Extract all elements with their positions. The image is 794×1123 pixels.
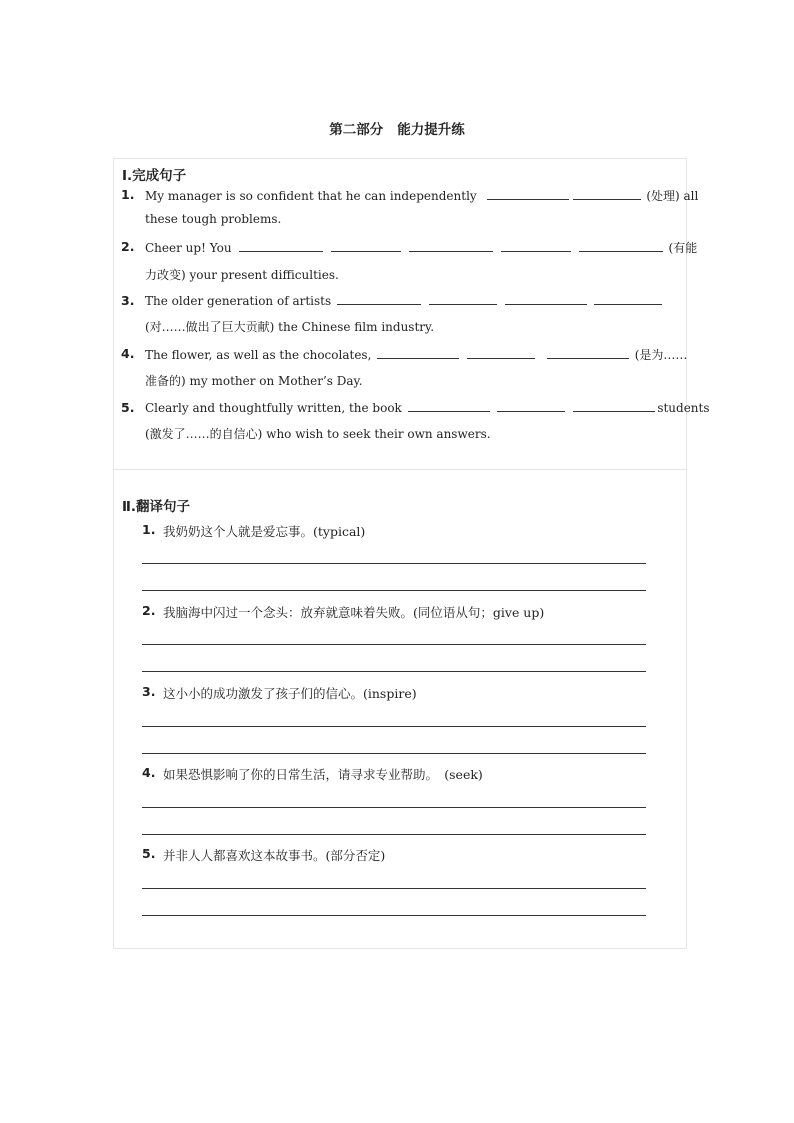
item-prompt: 我奶奶这个人就是爱忘事。(typical): [163, 524, 366, 539]
answer-blank[interactable]: [337, 293, 421, 305]
question-number: 3.: [121, 293, 135, 308]
item-prompt: 这小小的成功激发了孩子们的信心。(inspire): [163, 686, 417, 701]
item-prompt: 如果恐惧影响了你的日常生活，请寻求专业帮助。 (seek): [163, 767, 483, 782]
answer-blank[interactable]: [497, 400, 565, 412]
answer-blank[interactable]: [594, 293, 662, 305]
question-text-cont: (对……做出了巨大贡献) the Chinese film industry.: [145, 320, 435, 334]
item-number: 3.: [142, 684, 156, 699]
question-text: The older generation of artists: [145, 294, 332, 308]
item-prompt: 我脑海中闪过一个念头：放弃就意味着失败。(同位语从句；give up): [163, 605, 545, 620]
answer-line[interactable]: [142, 915, 646, 916]
answer-line[interactable]: [142, 753, 646, 754]
question-text: The flower, as well as the chocolates,: [145, 348, 372, 362]
part-name: 能力提升练: [397, 122, 465, 138]
answer-blank[interactable]: [377, 347, 459, 359]
answer-blank[interactable]: [501, 240, 571, 252]
section-heading: Ⅰ.完成句子: [122, 168, 187, 184]
question-number: 4.: [121, 346, 135, 361]
answer-line[interactable]: [142, 590, 646, 591]
question-text-cont: 准备的) my mother on Mother’s Day.: [145, 374, 363, 388]
section-complete-sentences: [113, 158, 710, 470]
answer-blank[interactable]: [409, 240, 493, 252]
answer-line[interactable]: [142, 807, 646, 808]
answer-line[interactable]: [142, 834, 646, 835]
question-hint: (有能: [668, 241, 698, 255]
answer-blank[interactable]: [547, 347, 629, 359]
section-heading: Ⅱ.翻译句子: [122, 499, 191, 515]
answer-blank[interactable]: [573, 400, 655, 412]
item-number: 1.: [142, 522, 156, 537]
question-text-cont: (激发了……的自信心) who wish to seek their own answers.: [145, 427, 491, 441]
answer-blank[interactable]: [505, 293, 587, 305]
page-title: [0, 118, 794, 138]
answer-blank[interactable]: [239, 240, 323, 252]
answer-blank[interactable]: [467, 347, 535, 359]
item-number: 2.: [142, 603, 156, 618]
answer-blank[interactable]: [429, 293, 497, 305]
item-number: 4.: [142, 765, 156, 780]
item-number: 5.: [142, 846, 156, 861]
item-prompt: 并非人人都喜欢这本故事书。(部分否定): [163, 848, 386, 863]
answer-line[interactable]: [142, 671, 646, 672]
question-text-cont: 力改变) your present difficulties.: [145, 268, 339, 282]
answer-blank[interactable]: [573, 188, 641, 200]
answer-line[interactable]: [142, 644, 646, 645]
answer-line[interactable]: [142, 888, 646, 889]
question-number: 5.: [121, 400, 135, 415]
section-translate-sentences: [113, 470, 687, 949]
question-text: Cheer up! You: [145, 241, 232, 255]
answer-blank[interactable]: [579, 240, 663, 252]
answer-blank[interactable]: [331, 240, 401, 252]
question-number: 2.: [121, 239, 135, 254]
answer-line[interactable]: [142, 563, 646, 564]
question-text: Clearly and thoughtfully written, the book: [145, 401, 402, 415]
question-text-cont: these tough problems.: [145, 212, 282, 226]
question-hint: students: [657, 401, 710, 415]
answer-blank[interactable]: [408, 400, 490, 412]
part-label: 第二部分: [329, 122, 384, 138]
question-text: My manager is so confident that he can independently: [145, 189, 477, 203]
answer-line[interactable]: [142, 726, 646, 727]
answer-blank[interactable]: [487, 188, 569, 200]
question-hint: (处理) all: [646, 189, 699, 203]
question-hint: (是为……: [634, 348, 688, 362]
question-number: 1.: [121, 187, 135, 202]
